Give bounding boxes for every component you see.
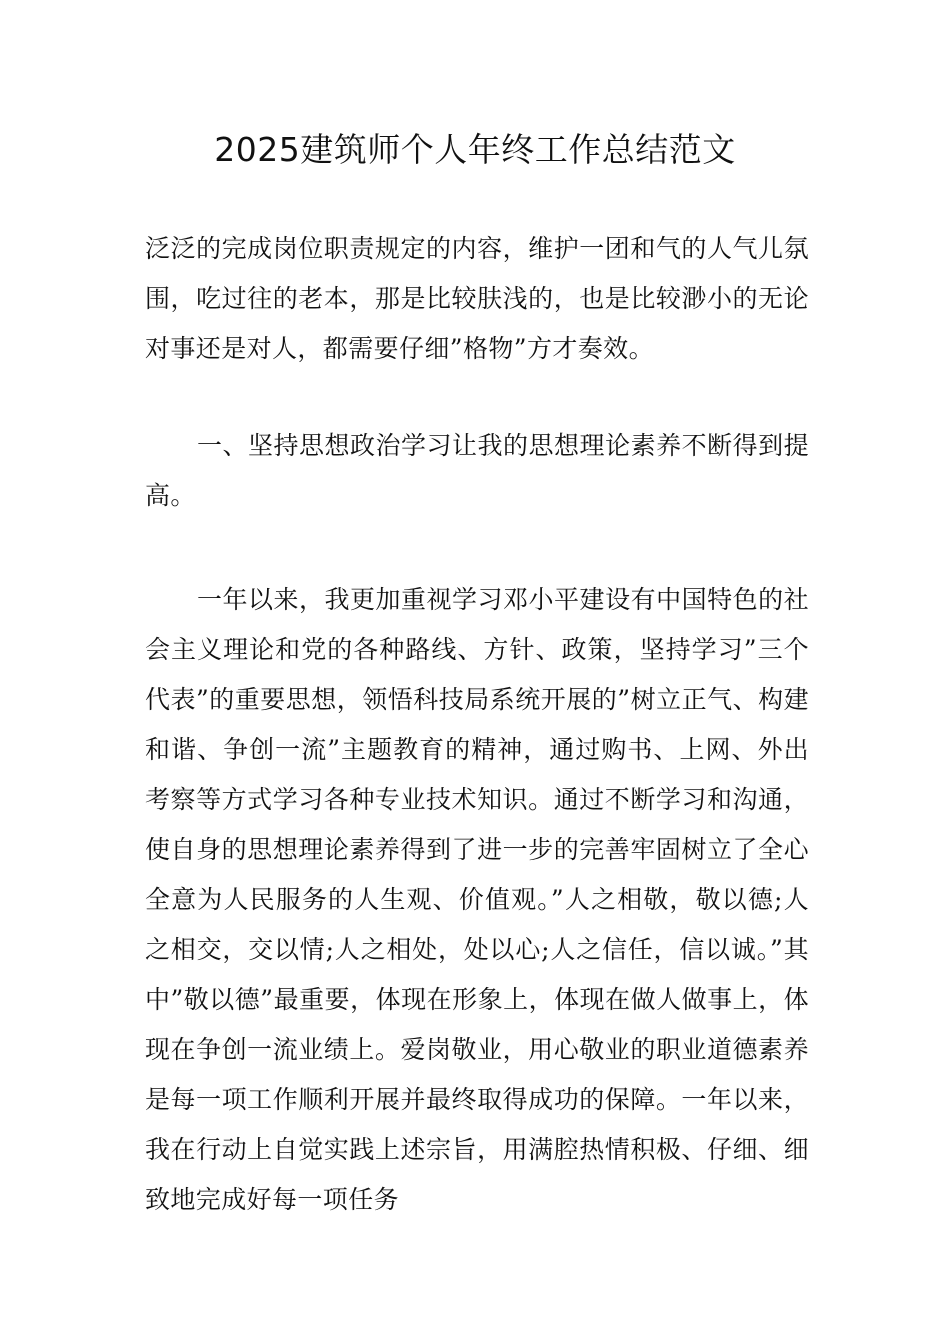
section-heading-1: 一、坚持思想政治学习让我的思想理论素养不断得到提高。 (145, 431, 809, 510)
paragraph-body: 一年以来，我更加重视学习邓小平建设有中国特色的社会主义理论和党的各种路线、方针、政策，坚持学习”三个代表”的重要思想，领悟科技局系统开展的”树立正气、构建和谐、争创一流”主题教育的精神，通过购书、上网、外出考察等方式学习各种专业技术知识。通过不断学习和沟通，使自身的思想理论素养得到了进一步的完善牢固树立了全心全意为人民服务的人生观、价值观。”人之相敬，敬以德;人之相交，交以情;人之相处，处以心;人之信任，信以诚。”其中”敬以德”最重要，体现在形象上，体现在做人做事上，体现在争创一流业绩上。爱岗敬业，用心敬业的职业道德素养是每一项工作顺利开展并最终取得成功的保障。一年以来，我在行动上自觉实践上述宗旨，用满腔热情积极、仔细、细致地完成好每一项任务 (145, 585, 809, 1214)
paragraph-intro: 泛泛的完成岗位职责规定的内容，维护一团和气的人气儿氛围，吃过往的老本，那是比较肤浅的，也是比较渺小的无论对事还是对人，都需要仔细”格物”方才奏效。 (145, 234, 809, 363)
document-title: 2025建筑师个人年终工作总结范文 (214, 130, 736, 169)
